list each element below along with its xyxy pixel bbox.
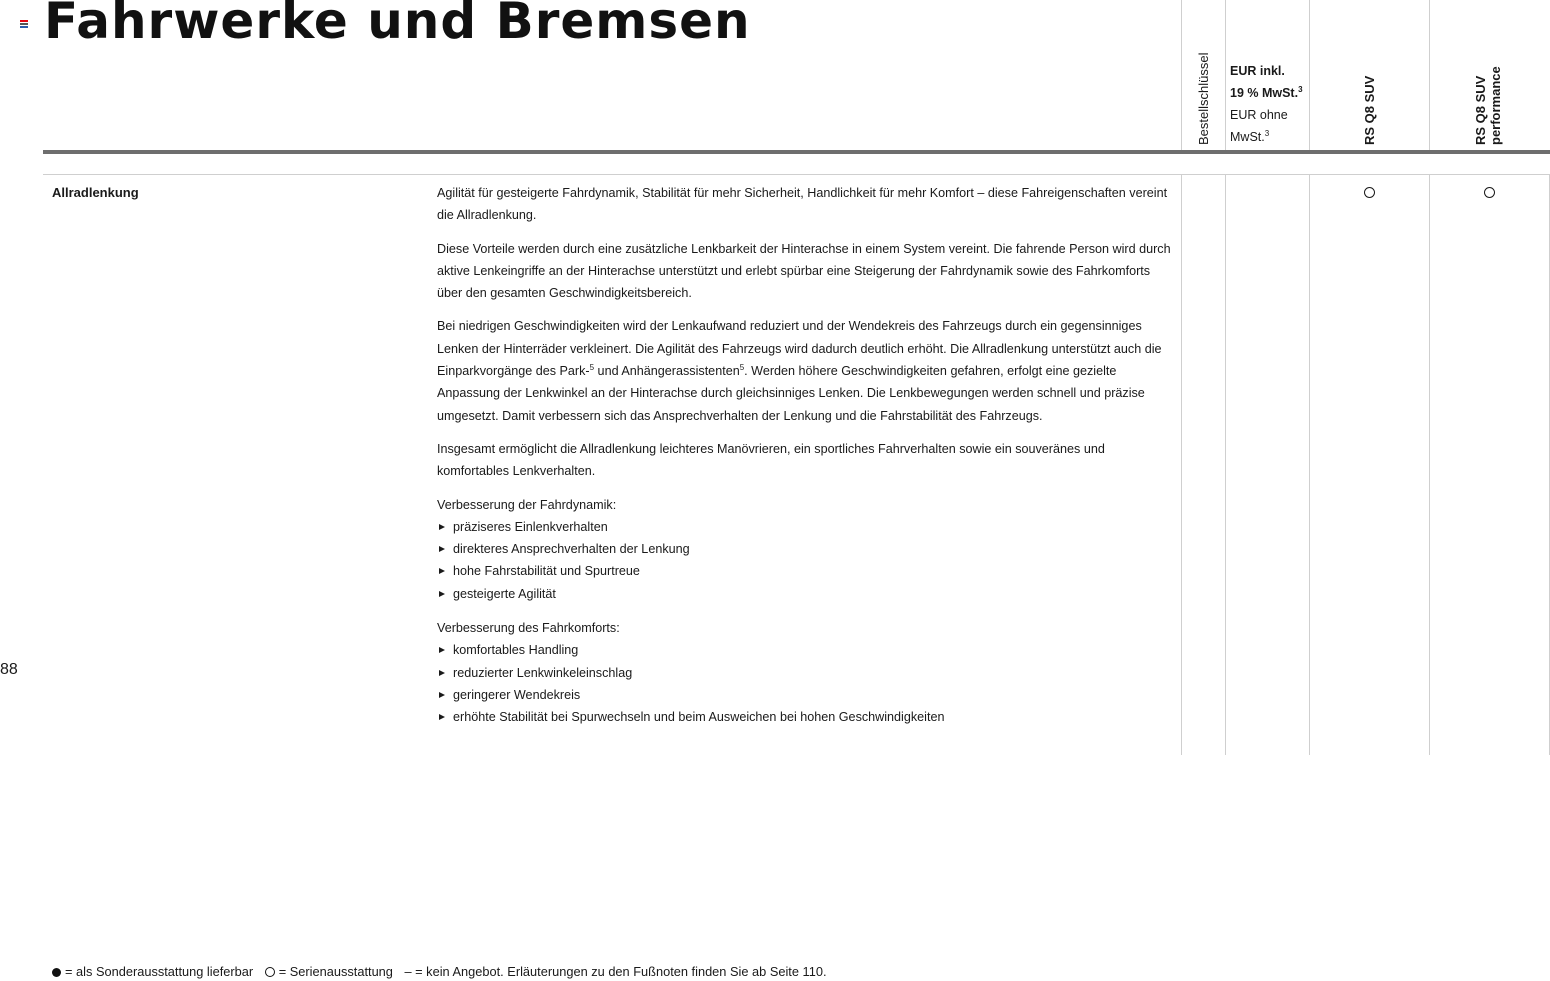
- list-title-fahrkomfort: Verbesserung des Fahrkomforts:: [437, 621, 620, 636]
- legend: [52, 964, 827, 979]
- list-title-fahrdynamik: Verbesserung der Fahrdynamik:: [437, 497, 617, 512]
- list-item: geringerer Wendekreis: [437, 684, 1177, 706]
- price-excl-label: EUR ohne: [1230, 108, 1288, 122]
- column-divider: [1429, 0, 1430, 150]
- column-divider: [1181, 0, 1182, 150]
- list-item: präziseres Einlenkverhalten: [437, 516, 1177, 538]
- list-item: komfortables Handling: [437, 639, 1177, 661]
- optional-equipment-icon: [52, 968, 61, 977]
- column-divider: [1225, 175, 1226, 755]
- page-number: 88: [0, 661, 18, 678]
- legend-optional: = als Sonderausstattung lieferbar: [65, 964, 254, 979]
- list-item: direkteres Ansprechverhalten der Lenkung: [437, 538, 1177, 560]
- list-item: erhöhte Stabilität bei Spurwechseln und beim Ausweichen bei hohen Geschwindigkeiten: [437, 706, 1177, 728]
- standard-equipment-icon-rs-q8-performance: [1484, 187, 1495, 198]
- item-label-allradlenkung: Allradlenkung: [52, 185, 139, 200]
- page-title: Fahrwerke und Bremsen: [44, 0, 751, 50]
- brand-flag-icon: [20, 20, 28, 29]
- flag-stripe: [20, 20, 28, 22]
- legend-none: – = kein Angebot. Erläuterungen zu den Fußnoten finden Sie ab Seite 110.: [404, 964, 827, 979]
- column-header-price: [1230, 60, 1303, 148]
- feature-list-fahrkomfort: [437, 639, 1177, 728]
- description-paragraph: Bei niedrigen Geschwindigkeiten wird der Lenkaufwand reduziert und der Wendekreis des Fahrzeugs durch ein gegensinniges Lenken der Hinterräder verkleinert. Die Agilität des Fahrzeugs wird dadurch deutlich erhöht. Die Allradlenkung unterstützt auch die Einparkvorgänge des Park-$^5$ und Anhängerassistenten$^5$. Werden höhere Geschwindigkeiten gefahren, erfolgt eine gezielte Anpassung der Lenkwinkel an der Hinterachse durch gleichsinniges Lenken. Die Lenkbewegungen werden schnell und präzise umgesetzt. Damit verbessern sich das Ansprechverhalten der Lenkung und die Fahrstabilität des Fahrzeugs.: [437, 319, 1162, 423]
- price-incl-vat-label: 19 % MwSt.$^3$: [1230, 84, 1303, 100]
- column-divider: [1309, 175, 1310, 755]
- column-divider: [1309, 0, 1310, 150]
- list-item: reduzierter Lenkwinkeleinschlag: [437, 662, 1177, 684]
- row-rule: [43, 174, 1550, 175]
- column-header-model-rs-q8: RS Q8 SUV: [1362, 75, 1377, 145]
- description-paragraph: Diese Vorteile werden durch eine zusätzliche Lenkbarkeit der Hinterachse in einem System vereint. Die fahrende Person wird durch aktive Lenkeingriffe an der Hinterachse unterstützt und erlebt spürbar eine Steigerung der Fahrdynamik sowie des Fahrkomforts über den gesamten Geschwindigkeitsbereich.: [437, 241, 1171, 301]
- flag-stripe: [20, 23, 28, 25]
- price-incl-label: EUR inkl.: [1230, 64, 1285, 78]
- item-description: [437, 182, 1177, 741]
- feature-list-fahrdynamik: [437, 516, 1177, 605]
- standard-equipment-icon-rs-q8: [1364, 187, 1375, 198]
- standard-equipment-icon: [265, 967, 275, 977]
- column-header-model-rs-q8-performance: RS Q8 SUV performance: [1473, 66, 1503, 145]
- price-excl-vat-label: MwSt.$^3$: [1230, 128, 1270, 144]
- column-divider: [1225, 0, 1226, 150]
- flag-stripe: [20, 26, 28, 28]
- description-paragraph: Agilität für gesteigerte Fahrdynamik, Stabilität für mehr Sicherheit, Handlichkeit für mehr Komfort – diese Fahreigenschaften vereint die Allradlenkung.: [437, 186, 1168, 223]
- header-rule: [43, 150, 1550, 154]
- column-header-order-key: Bestellschlüssel: [1196, 52, 1211, 145]
- description-paragraph: Insgesamt ermöglicht die Allradlenkung leichteres Manövrieren, ein sportliches Fahrverhalten sowie ein souveränes und komfortables Lenkverhalten.: [437, 441, 1105, 479]
- list-item: gesteigerte Agilität: [437, 583, 1177, 605]
- legend-standard: = Serienausstattung: [278, 964, 393, 979]
- list-item: hohe Fahrstabilität und Spurtreue: [437, 560, 1177, 582]
- column-divider: [1181, 175, 1182, 755]
- column-divider: [1429, 175, 1430, 755]
